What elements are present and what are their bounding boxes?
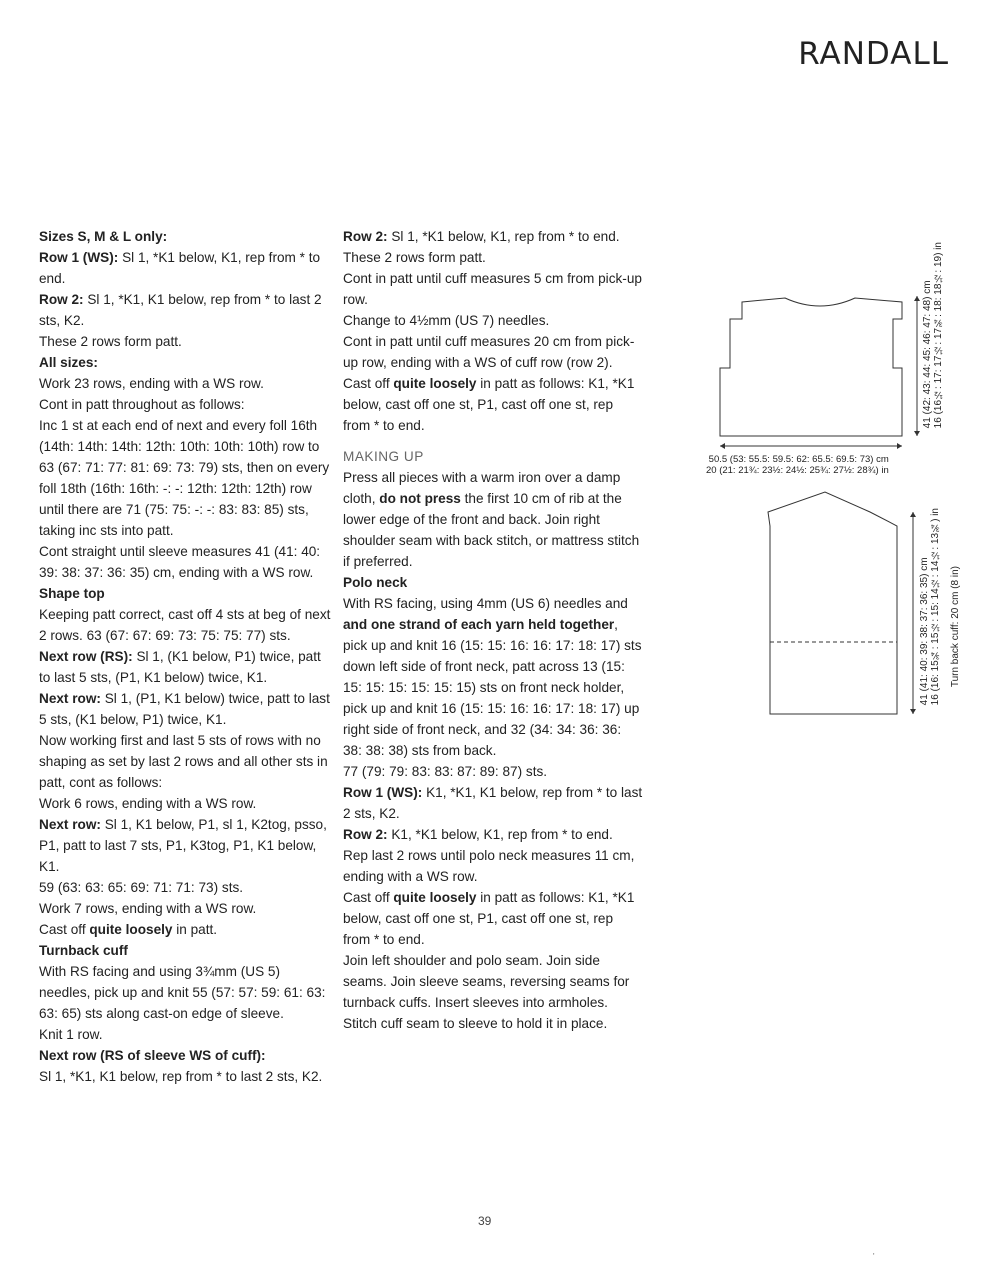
text: 59 (63: 63: 65: 69: 71: 71: 73) sts. bbox=[39, 880, 244, 895]
paragraph bbox=[39, 289, 331, 331]
paragraph bbox=[39, 541, 331, 583]
paragraph bbox=[343, 824, 643, 845]
paragraph bbox=[39, 1066, 331, 1087]
paragraph bbox=[343, 331, 643, 373]
paragraph bbox=[343, 247, 643, 268]
bold-text: Shape top bbox=[39, 586, 105, 601]
paragraph bbox=[39, 898, 331, 919]
text: Now working first and last 5 sts of rows with no shaping as set by last 2 rows and all other sts in patt, cont as follows: bbox=[39, 733, 328, 790]
text: Cast off bbox=[343, 376, 394, 391]
paragraph bbox=[39, 814, 331, 877]
bold-text: Next row (RS): bbox=[39, 649, 137, 664]
text: K1, *K1, K1 below, rep from * to last 2 sts, K2. bbox=[343, 785, 643, 821]
text: Rep last 2 rows until polo neck measures 11 cm, ending with a WS row. bbox=[343, 848, 635, 884]
text: These 2 rows form patt. bbox=[39, 334, 182, 349]
bold-text: Sizes S, M & L only: bbox=[39, 229, 168, 244]
paragraph bbox=[39, 331, 331, 352]
paragraph bbox=[39, 961, 331, 1024]
text: Cast off bbox=[39, 922, 90, 937]
left-column-text bbox=[39, 226, 331, 1087]
bold-text: Turnback cuff bbox=[39, 943, 128, 958]
bold-text: quite loosely bbox=[89, 922, 173, 937]
bold-text: Row 2: bbox=[343, 827, 392, 842]
cuff-label: Turn back cuff: 20 cm (8 in) bbox=[950, 566, 961, 688]
body-width-label: 50.5 (53: 55.5: 59.5: 62: 65.5: 69.5: 73) cm 20 (21: 21¾: 23½: 24½: 25¾: 27½: 28¾) in bbox=[706, 454, 889, 476]
text: Cont in patt throughout as follows: bbox=[39, 397, 245, 412]
paragraph bbox=[343, 310, 643, 331]
text: Sl 1, *K1, K1 below, rep from * to last 2 sts, K2. bbox=[39, 292, 322, 328]
paragraph bbox=[39, 1024, 331, 1045]
middle-column-text bbox=[343, 226, 643, 1034]
paragraph bbox=[39, 877, 331, 898]
paragraph bbox=[39, 688, 331, 730]
text: With RS facing and using 3¾mm (US 5) needles, pick up and knit 55 (57: 57: 59: 61: 63: 63: 65) sts along cast-on edge of sleeve. bbox=[39, 964, 326, 1021]
body-length-label: 41 (42: 43: 44: 45: 46: 47: 48) cm 16 (16½: 17: 17½: 17¾: 18: 18½: 19) in bbox=[922, 242, 944, 429]
paragraph bbox=[343, 845, 643, 887]
bold-text: Next row (RS of sleeve WS of cuff): bbox=[39, 1048, 266, 1063]
text: Work 7 rows, ending with a WS row. bbox=[39, 901, 257, 916]
text: Work 6 rows, ending with a WS row. bbox=[39, 796, 257, 811]
bold-text: quite loosely bbox=[393, 890, 477, 905]
paragraph bbox=[343, 226, 643, 247]
paragraph bbox=[343, 268, 643, 310]
bold-text: quite loosely bbox=[393, 376, 477, 391]
body-outline bbox=[720, 298, 902, 436]
bold-text: do not press bbox=[379, 491, 461, 506]
paragraph bbox=[39, 247, 331, 289]
page-title: RANDALL bbox=[798, 36, 949, 72]
paragraph bbox=[343, 373, 643, 436]
paragraph bbox=[39, 373, 331, 394]
text: , pick up and knit 16 (15: 15: 16: 16: 17: 18: 17) sts down left side of front neck, patt across 13 (15: 15: 15: 15: 15: 15: 15) sts on front neck holder, pick up and knit 16 (15: 15: 16: 16: 17: 18: 17) up right side of front neck, and 32 (34: 34: 36: 36: 38: 38: 38) sts from back. bbox=[343, 617, 642, 758]
paragraph bbox=[343, 950, 643, 1034]
stray-mark: ' bbox=[873, 1252, 875, 1261]
text: Sl 1, (P1, K1 below) twice, patt to last 5 sts, (K1 below, P1) twice, K1. bbox=[39, 691, 330, 727]
text: Sl 1, (K1 below, P1) twice, patt to last 5 sts, (P1, K1 below) twice, K1. bbox=[39, 649, 321, 685]
paragraph bbox=[39, 793, 331, 814]
text: in patt as follows: K1, *K1 below, cast off one st, P1, cast off one st, rep from * to end. bbox=[343, 890, 635, 947]
text: Change to 4½mm (US 7) needles. bbox=[343, 313, 550, 328]
text: Sl 1, *K1 below, K1, rep from * to end. bbox=[391, 229, 620, 244]
paragraph bbox=[343, 761, 643, 782]
text: Inc 1 st at each end of next and every foll 16th (14th: 14th: 14th: 12th: 10th: 10th: 10th) row to 63 (67: 71: 77: 81: 69: 73: 79) sts, then on every foll 18th (16th: 16th: -: -: 12th: 12th: 12th) row until there are 71 (75: 75: -: -: 83: 83: 85) sts, taking inc sts into patt. bbox=[39, 418, 330, 538]
text: Sl 1, *K1 below, K1, rep from * to end. bbox=[39, 250, 321, 286]
bold-text: All sizes: bbox=[39, 355, 98, 370]
text: Cont in patt until cuff measures 5 cm from pick-up row. bbox=[343, 271, 642, 307]
sleeve-outline bbox=[768, 492, 897, 714]
paragraph bbox=[39, 583, 331, 604]
paragraph bbox=[39, 940, 331, 961]
text: Cast off bbox=[343, 890, 394, 905]
bold-text: and one strand of each yarn held together bbox=[343, 617, 615, 632]
sleeve-length-label: 41 (41: 40: 39: 38: 37: 36: 35) cm 16 (16: 15¾: 15½: 15: 14½: 14½: 13¾) in bbox=[919, 508, 941, 706]
text: Sl 1, *K1, K1 below, rep from * to last 2 sts, K2. bbox=[39, 1069, 323, 1084]
text: Join left shoulder and polo seam. Join side seams. Join sleeve seams, reversing seams for turnback cuffs. Insert sleeves into armholes. Stitch cuff seam to sleeve to hold it in place. bbox=[343, 953, 630, 1031]
paragraph bbox=[39, 730, 331, 793]
paragraph bbox=[39, 394, 331, 415]
text: Knit 1 row. bbox=[39, 1027, 103, 1042]
paragraph bbox=[343, 593, 643, 761]
paragraph bbox=[343, 782, 643, 824]
paragraph bbox=[39, 604, 331, 646]
bold-text: Polo neck bbox=[343, 575, 408, 590]
bold-text: Row 1 (WS): bbox=[343, 785, 427, 800]
text: 77 (79: 79: 83: 83: 87: 89: 87) sts. bbox=[343, 764, 548, 779]
paragraph bbox=[39, 646, 331, 688]
text: Work 23 rows, ending with a WS row. bbox=[39, 376, 264, 391]
paragraph bbox=[39, 1045, 331, 1066]
text: in patt as follows: K1, *K1 below, cast off one st, P1, cast off one st, rep from * to end. bbox=[343, 376, 635, 433]
section-heading: MAKING UP bbox=[343, 449, 424, 464]
bold-text: Next row: bbox=[39, 691, 105, 706]
paragraph bbox=[343, 887, 643, 950]
text: K1, *K1 below, K1, rep from * to end. bbox=[391, 827, 613, 842]
measurement-diagrams bbox=[690, 236, 970, 736]
text: These 2 rows form patt. bbox=[343, 250, 486, 265]
paragraph bbox=[39, 415, 331, 541]
text: the first 10 cm of rib at the lower edge of the front and back. Join right shoulder seam with back stitch, or mattress stitch if preferred. bbox=[343, 491, 640, 569]
text: Sl 1, K1 below, P1, sl 1, K2tog, psso, P1, patt to last 7 sts, P1, K3tog, P1, K1 below, K1. bbox=[39, 817, 327, 874]
text: Cont in patt until cuff measures 20 cm from pick-up row, ending with a WS of cuff row (row 2). bbox=[343, 334, 635, 370]
paragraph bbox=[343, 467, 643, 572]
text: Cont straight until sleeve measures 41 (41: 40: 39: 38: 37: 36: 35) cm, ending with a WS row. bbox=[39, 544, 321, 580]
paragraph bbox=[343, 572, 643, 593]
bold-text: Row 2: bbox=[39, 292, 88, 307]
bold-text: Next row: bbox=[39, 817, 105, 832]
paragraph bbox=[39, 919, 331, 940]
paragraph bbox=[39, 352, 331, 373]
bold-text: Row 2: bbox=[343, 229, 392, 244]
text: With RS facing, using 4mm (US 6) needles and bbox=[343, 596, 628, 611]
text: Keeping patt correct, cast off 4 sts at beg of next 2 rows. 63 (67: 67: 69: 73: 75: 75: 77) sts. bbox=[39, 607, 331, 643]
bold-text: Row 1 (WS): bbox=[39, 250, 123, 265]
paragraph bbox=[39, 226, 331, 247]
page-number: 39 bbox=[478, 1214, 492, 1228]
text: in patt. bbox=[172, 922, 218, 937]
text: Press all pieces with a warm iron over a damp cloth, bbox=[343, 470, 621, 506]
